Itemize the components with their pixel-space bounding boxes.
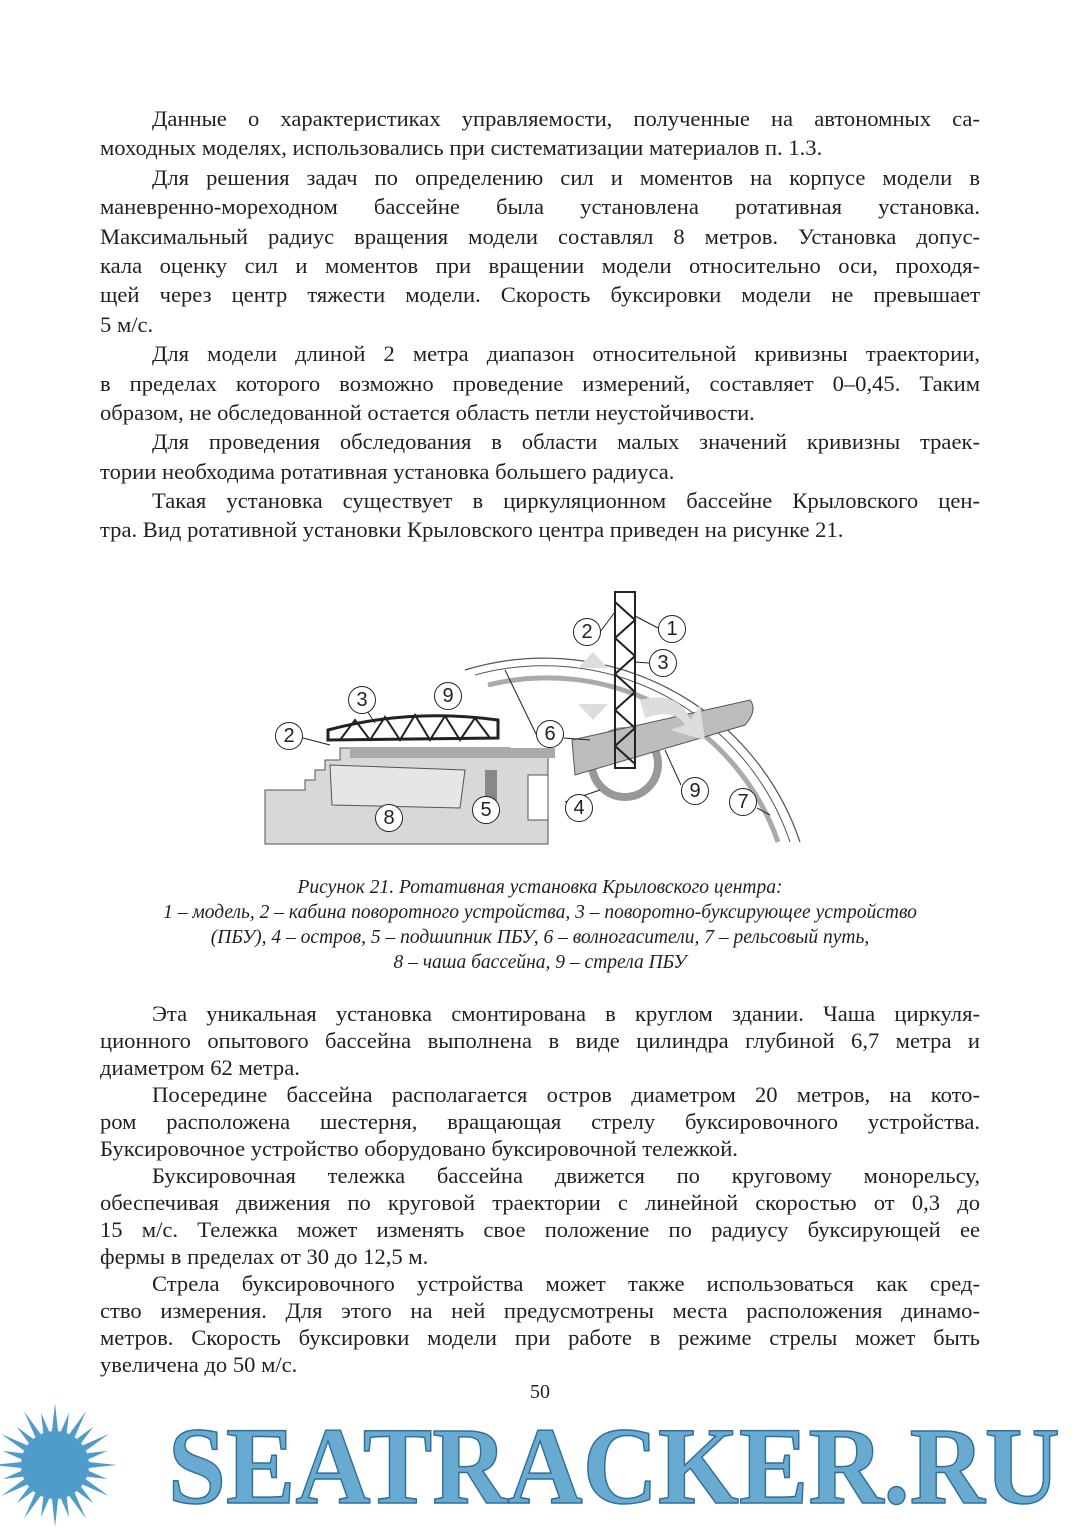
paragraph [100,1270,980,1378]
text-line: обеспечивая движения по круговой траектории с линейной скоростью от 0,3 до [100,1190,980,1215]
text-line: моходных моделях, использовались при систематизации материалов п. 1.3. [100,135,823,161]
text-line: в пределах которого возможно проведение измерений, составляет 0–0,45. Таким [100,370,980,396]
text-line: Посередине бассейна располагается остров диаметром 20 метров, на кото- [152,1082,980,1107]
sun-ray [17,1427,33,1443]
text-line: Данные о характеристиках управляемости, полученные на автономных са- [152,106,980,131]
callout-left-3: 3 [348,686,376,714]
sun-ray [87,1471,107,1479]
text-line: Стрела буксировочного устройства может также использоваться как сред- [152,1271,980,1296]
body-text-top [100,104,980,545]
text-line: маневренно-мореходном бассейне была установлена ротативная установка. [100,194,980,220]
sun-ray [41,1497,49,1517]
text-line: Для решения задач по определению сил и моментов на корпусе модели в [152,164,980,190]
sun-ray [52,1405,58,1431]
sun-ray [61,1413,69,1433]
text-line: щей через центр тяжести модели. Скорость буксировки модели не превышает [100,282,980,308]
text-line: Буксировочное устройство оборудовано буксировочной тележкой. [100,1136,738,1161]
sun-ray [83,1434,109,1451]
sun-ray [24,1493,41,1519]
sun-ray [3,1451,23,1459]
paragraph [100,1081,980,1162]
callout-left-9: 9 [434,682,462,710]
figure-caption [100,875,980,975]
paragraph [100,1162,980,1270]
text-line: Максимальный радиус вращения модели составлял 8 метров. Установка допус- [100,223,980,249]
text-line: образом, не обследованной остается область петли неустойчивости. [100,399,755,425]
sun-ray [83,1479,109,1496]
callout-right-3: 3 [649,649,677,677]
sun-ray [69,1493,86,1519]
cross-section-drawing [265,715,555,844]
text-line: кала оценку сил и моментов при вращении модели относительно оси, проходя- [100,252,980,278]
callout-right-9: 9 [681,777,709,805]
text-line: Такая установка существует в циркуляционном бассейне Крыловского цен- [152,488,980,514]
sun-ray [24,1411,41,1437]
sun-ray [1,1434,27,1451]
body-text-bottom [100,1000,980,1378]
page-number: 50 [530,1381,550,1403]
callout-left-2: 2 [275,722,303,750]
callout-right-1: 1 [658,615,686,643]
sun-ray [52,1499,58,1527]
sun-ray [77,1427,93,1443]
callout-mid-4: 4 [565,794,593,822]
paragraph [100,427,980,486]
text-line: Буксировочная тележка бассейна движется по круговому монорельсу, [152,1163,980,1188]
sun-ray [89,1462,117,1468]
watermark [0,1405,1080,1532]
text-line: 15 м/с. Тележка может изменять свое положение по радиусу буксирующей ее [100,1217,980,1242]
callout-left-8: 8 [375,804,403,832]
text-line: ство измерения. Для этого на ней предусмотрены места расположения динамо- [100,1298,980,1323]
text-line: Эта уникальная установка смонтирована в круглом здании. Чаша циркуля- [152,1001,980,1026]
text-line: ционного опытового бассейна выполнена в виде цилиндра глубиной 6,7 метра и [100,1028,980,1053]
sun-ray [69,1411,86,1437]
text-line: фермы в пределах от 30 до 12,5 м. [100,1244,429,1269]
callout-left-5: 5 [472,796,500,824]
text-line: диаметром 62 метра. [100,1055,300,1080]
callout-right-2: 2 [573,618,601,646]
sun-ray [41,1413,49,1433]
sun-ray [61,1497,69,1517]
text-line: Для модели длиной 2 метра диапазон относительной кривизны траектории, [152,341,980,367]
text-line: ром расположена шестерня, вращающая стрелу буксировочного устройства. [100,1109,980,1134]
paragraph [100,104,980,163]
paragraph [100,486,980,545]
sun-ray [17,1487,33,1503]
paragraph [100,339,980,427]
text-line: метров. Скорость буксировки модели при работе в режиме стрелы может быть [100,1325,980,1350]
paragraph [100,1000,980,1081]
sun-ray [0,1462,21,1468]
caption-line: (ПБУ), 4 – остров, 5 – подшипник ПБУ, 6 – волногасители, 7 – рельсовый путь, [210,927,870,948]
text-line: увеличена до 50 м/с. [100,1352,298,1377]
sun-ray [87,1451,107,1459]
text-line: тра. Вид ротативной установки Крыловского центра приведен на рисунке 21. [100,517,844,543]
sun-icon [0,1405,117,1527]
sun-ray [3,1471,23,1479]
sun-ray [77,1487,93,1503]
callout-mid-6: 6 [536,720,564,748]
paragraph [100,163,980,339]
watermark-text: SEATRACKER.RU [168,1405,1060,1527]
sun-ray [1,1479,27,1496]
text-line: 5 м/с. [100,311,154,337]
callout-right-7: 7 [729,788,757,816]
text-line: Для проведения обследования в области малых значений кривизны траек- [152,429,980,455]
caption-title: Рисунок 21. Ротативная установка Крыловского центра: [297,877,783,898]
caption-line: 8 – чаша бассейна, 9 – стрела ПБУ [393,952,687,973]
text-line: тории необходима ротативная установка большего радиуса. [100,458,675,484]
caption-line: 1 – модель, 2 – кабина поворотного устройства, 3 – поворотно-буксирующее устройство [163,902,917,923]
